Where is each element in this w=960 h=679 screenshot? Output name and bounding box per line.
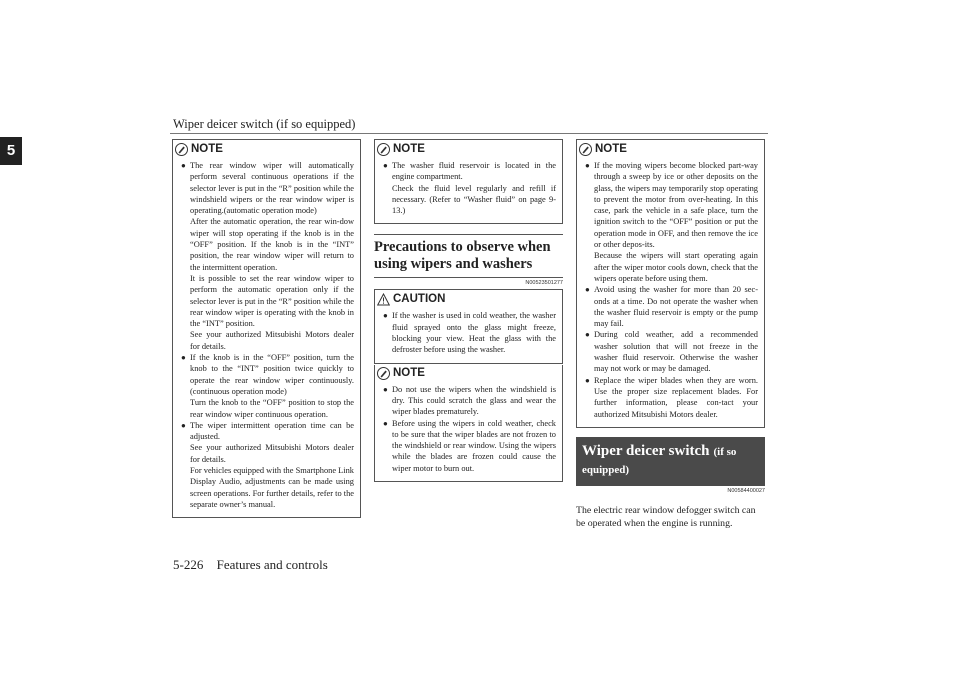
note-item: ● Replace the wiper blades when they are worn. Use the proper size replacement blades. For further information, please con-tact your authorized Mitsubishi Motors dealer.: [585, 375, 758, 420]
caution-box: [374, 289, 563, 363]
note-item: ● The wiper intermittent operation time can be adjusted. See your authorized Mitsubishi Motors dealer for details. For vehicles equipped with the Smartphone Link Display Audio, adjustments can be made using screen operations. For further details, refer to the separate owner’s manual.: [181, 420, 354, 510]
note-item: ● Before using the wipers in cold weather, check to be sure that the wiper blades are not frozen to the windshield or rear window. Using the wipers while the blades are frozen could cause the wiper motor to burn out.: [383, 418, 556, 474]
note-box: [374, 139, 563, 224]
caution-item: ● If the washer is used in cold weather, the washer fluid sprayed onto the glass might freeze, blocking your view. Heat the glass with the defroster before using the washer.: [383, 310, 556, 355]
note-list: [181, 160, 354, 510]
note-item: ● The washer fluid reservoir is located in the engine compartment. Check the fluid level regularly and refill if necessary. (Refer to “Washer fluid” on page 9-13.): [383, 160, 556, 216]
note-item: ● If the knob is in the “OFF” position, turn the knob to the “INT” position twice quickly to operate the rear window wiper continuously. (continuous operation mode) Turn the knob to the “OFF” position to stop the rear window wiper continuous operation.: [181, 352, 354, 420]
column-3: [576, 139, 765, 530]
section-title-banner: [576, 437, 765, 486]
note-label: NOTE: [393, 366, 425, 379]
note-pencil-icon: [377, 143, 390, 156]
page-header-title: Wiper deicer switch (if so equipped): [173, 117, 356, 131]
column-1: [172, 139, 361, 518]
note-item: ● If the moving wipers become blocked part-way through a sweep by ice or other deposits on the glass, the wipers may temporarily stop operating to prevent the motor from over-heating. In this case, park the vehicle in a safe place, turn the ignition switch to the “OFF” position or put the operation mode in OFF, and then remove the ice or other depos-its. Because the wipers will start operating again after the wiper motor cools down, check that the wipers operate before using them.: [585, 160, 758, 284]
note-header: [175, 141, 354, 158]
note-box: [172, 139, 361, 518]
note-header: [579, 141, 758, 158]
column-2: [374, 139, 563, 482]
section-code: N00584400027: [727, 487, 765, 494]
note-pencil-icon: [377, 367, 390, 380]
note-header: [377, 365, 556, 382]
note-item: ● Do not use the wipers when the windshield is dry. This could scratch the glass and wear the wiper blades prematurely.: [383, 384, 556, 418]
note-item: ● Avoid using the washer for more than 20 sec-onds at a time. Do not operate the washer when the washer fluid reservoir is empty or the pump may fail.: [585, 284, 758, 329]
note-label: NOTE: [393, 142, 425, 155]
note-label: NOTE: [191, 142, 223, 155]
caution-label: CAUTION: [393, 293, 446, 306]
section-tab: 5: [0, 137, 22, 165]
note-pencil-icon: [579, 143, 592, 156]
header-rule: [170, 133, 768, 134]
body-paragraph: The electric rear window defogger switch can be operated when the engine is running.: [576, 504, 756, 529]
note-pencil-icon: [175, 143, 188, 156]
note-item: ● During cold weather, add a recommended washer solution that will not freeze in the washer fluid reservoir. Otherwise the washer may not work or may be damaged.: [585, 329, 758, 374]
footer-section-name: Features and controls: [216, 557, 328, 572]
page-footer: [173, 557, 328, 573]
caution-triangle-icon: [377, 293, 390, 306]
section-title-qualifier: (if so equipped): [582, 445, 737, 476]
heading-rule: [374, 277, 563, 278]
note-item: ● The rear window wiper will automatically perform several continuous operations if the selector lever is put in the “R” position while the windshield wipers or the rear window wiper is operating.(automatic operation mode) After the automatic operation, the rear win-dow wiper will stop operating if the knob is in the “OFF” position. If the knob is in the “INT” position, the rear window wiper will return to the intermittent operation. It is possible to set the rear window wiper to perform the automatic operation only if the selector lever is put in the “R” position while the rear window wiper is operating with the knob in the “INT” position. See your authorized Mitsubishi Motors dealer for details.: [181, 160, 354, 352]
note-box: [576, 139, 765, 428]
note-box: [374, 365, 563, 482]
note-label: NOTE: [595, 142, 627, 155]
section-code: N00523501277: [525, 280, 563, 287]
page-number: 5-226: [173, 557, 204, 572]
caution-header: [377, 291, 556, 308]
note-header: [377, 141, 556, 158]
section-title: Wiper deicer switch: [582, 442, 710, 459]
section-heading: Precautions to observe when using wipers and washers: [374, 234, 563, 277]
